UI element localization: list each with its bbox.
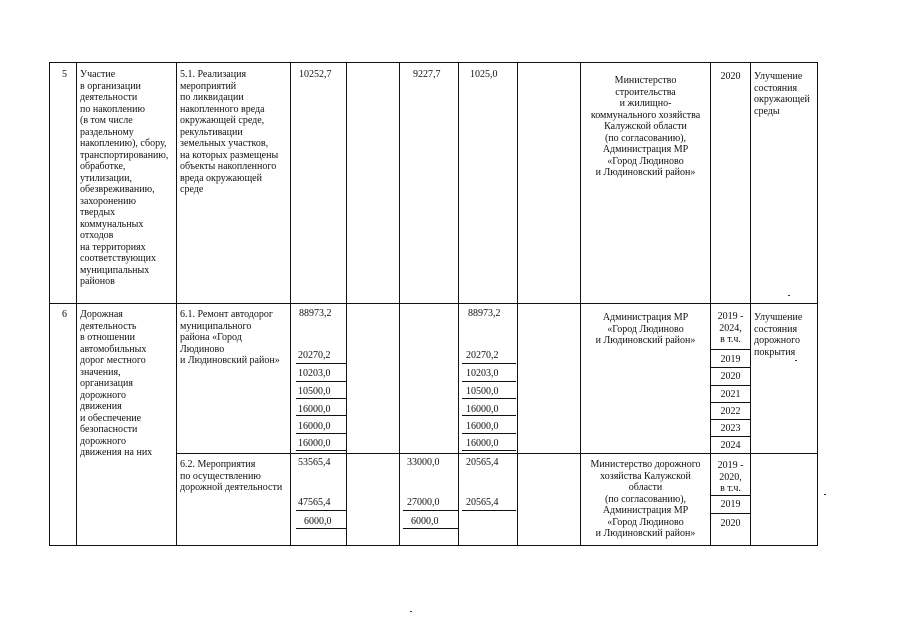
total-value: 10252,7 [299, 69, 332, 80]
local-value: 1025,0 [470, 69, 498, 80]
year-label: 2024 [720, 440, 741, 451]
total-value: 53565,4 [298, 457, 331, 468]
executor-text: Министерство строительства и жилищно- коммунального хозяйства Калужской области (по согласованию), Администрация МР «Город Людиново и Людиновский район» [590, 75, 701, 178]
year-total-value: 16000,0 [298, 438, 331, 449]
year-total-value: 20270,2 [298, 350, 331, 361]
year-local-value: 10500,0 [466, 386, 499, 397]
year-local-value: 16000,0 [466, 404, 499, 415]
executor-text: Министерство дорожного хозяйства Калужской области (по согласованию), Администрация МР «Город Людиново и Людиновский район» [590, 459, 701, 539]
year-label: 2020 [720, 371, 741, 382]
year-local-value: 16000,0 [466, 438, 499, 449]
year-regional-value: 6000,0 [411, 516, 439, 527]
year-regional-value: 27000,0 [407, 497, 440, 508]
year-local-value: 20270,2 [466, 350, 499, 361]
local-value: 88973,2 [468, 308, 501, 319]
year-total-value: 16000,0 [298, 404, 331, 415]
executor-text: Администрация МР «Город Людиново и Людиновский район» [595, 312, 696, 346]
years-text: 2019 - 2024, в т.ч. [717, 311, 744, 345]
year-total-value: 10203,0 [298, 368, 331, 379]
measure-name: 6.2. Мероприятия по осуществлению дорожной деятельности [180, 459, 283, 493]
year-label: 2022 [720, 406, 741, 417]
year-total-value: 10500,0 [298, 386, 331, 397]
result-text: Улучшение состояния дорожного покрытия [754, 312, 803, 358]
year-label: 2019 [720, 354, 741, 365]
year-local-value: 20565,4 [466, 497, 499, 508]
year-total-value: 16000,0 [298, 421, 331, 432]
regional-value: 9227,7 [413, 69, 441, 80]
regional-value: 33000,0 [407, 457, 440, 468]
direction-text: Участие в организации деятельности по накоплению (в том числе раздельному накоплению), сбору, транспортированию, обработке, утилизации, обезвреживанию, захоронению твердых коммунальных отходов на территориях соответствующих муниципальных районов [80, 69, 169, 287]
measure-name: 5.1. Реализация мероприятий по ликвидации накопленного вреда окружающей среде, рекультивации земельных участков, на которых размещены объекты накопленного вреда окружающей среде [180, 69, 279, 195]
row-number: 6 [62, 309, 67, 320]
year-label: 2019 [720, 499, 741, 510]
local-value: 20565,4 [466, 457, 499, 468]
year-total-value: 6000,0 [304, 516, 332, 527]
year-total-value: 47565,4 [298, 497, 331, 508]
year-label: 2023 [720, 423, 741, 434]
year-label: 2020 [720, 518, 741, 529]
row-number: 5 [62, 69, 67, 80]
year-local-value: 16000,0 [466, 421, 499, 432]
total-value: 88973,2 [299, 308, 332, 319]
year-local-value: 10203,0 [466, 368, 499, 379]
measure-name: 6.1. Ремонт автодорог муниципального района «Город Людиново и Людиновский район» [180, 309, 280, 366]
years-text: 2019 - 2020, в т.ч. [717, 460, 744, 494]
direction-text: Дорожная деятельность в отношении автомобильных дорог местного значения, организация дорожного движения и обеспечение безопасности дорожного движения на них [80, 309, 153, 458]
years-text: 2020 [720, 71, 741, 82]
result-text: Улучшение состояния окружающей среды [754, 71, 810, 117]
year-label: 2021 [720, 389, 741, 400]
